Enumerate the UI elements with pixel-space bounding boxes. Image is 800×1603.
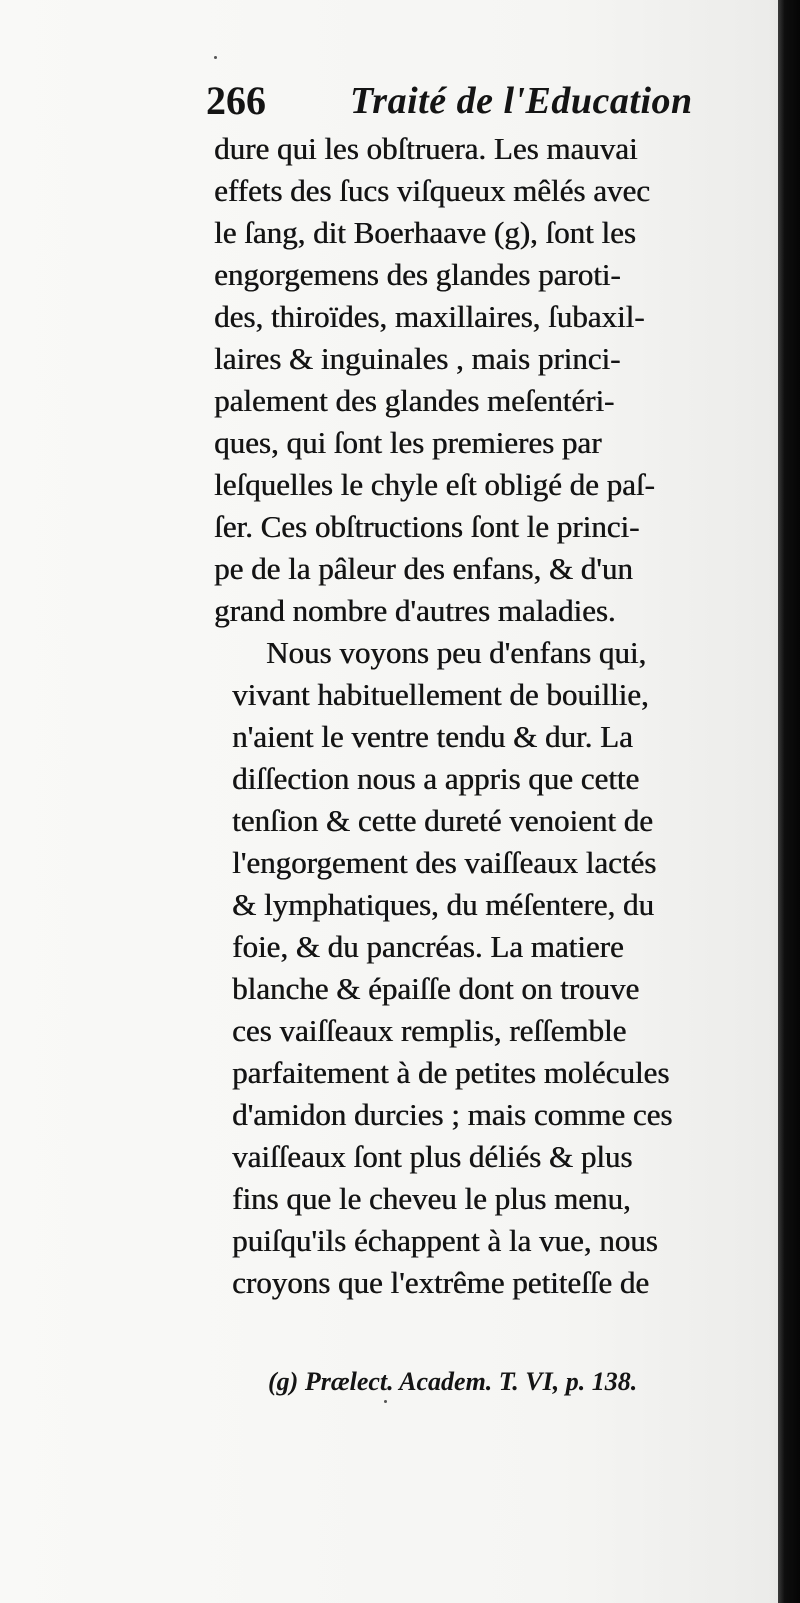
text-line: diſſection nous a appris que cette: [232, 761, 640, 796]
text-line: tenſion & cette dureté venoient de: [232, 803, 653, 838]
text-line: puiſqu'ils échappent à la vue, nous: [232, 1223, 658, 1258]
page-gutter-shadow: [778, 0, 800, 1603]
scan-speck: [214, 56, 217, 59]
paragraph-start-line: Nous voyons peu d'enfans qui,: [266, 635, 647, 670]
text-line: des, thiroïdes, maxillaires, ſubaxil-: [214, 299, 645, 334]
footnote: (g) Prælect. Academ. T. VI, p. 138.: [268, 1367, 638, 1396]
scan-speck: [384, 1400, 387, 1403]
text-line: ces vaiſſeaux remplis, reſſemble: [232, 1013, 627, 1048]
text-line: blanche & épaiſſe dont on trouve: [232, 971, 640, 1006]
text-line: vaiſſeaux ſont plus déliés & plus: [232, 1139, 633, 1174]
text-line: grand nombre d'autres maladies.: [214, 593, 616, 628]
text-line: fins que le cheveu le plus menu,: [232, 1181, 631, 1216]
text-line: dure qui les obſtruera. Les mauvai: [214, 131, 638, 166]
page-header: [206, 76, 766, 126]
text-line: le ſang, dit Boerhaave (g), ſont les: [214, 215, 636, 250]
text-line: d'amidon durcies ; mais comme ces: [232, 1097, 673, 1132]
text-line: croyons que l'extrême petiteſſe de: [232, 1265, 650, 1300]
text-line: vivant habituellement de bouillie,: [232, 677, 649, 712]
text-line: parfaitement à de petites molécules: [232, 1055, 670, 1090]
text-line: laires & inguinales , mais princi-: [214, 341, 621, 376]
text-line: l'engorgement des vaiſſeaux lactés: [232, 845, 657, 880]
text-line: leſquelles le chyle eſt obligé de paſ-: [214, 467, 655, 502]
text-line: ques, qui ſont les premieres par: [214, 425, 602, 460]
text-line: & lymphatiques, du méſentere, du: [232, 887, 654, 922]
page-number: 266: [206, 78, 266, 123]
text-line: effets des ſucs viſqueux mêlés avec: [214, 173, 650, 208]
text-line: foie, & du pancréas. La matiere: [232, 929, 624, 964]
body-text: [214, 128, 780, 1304]
text-line: ſer. Ces obſtructions ſont le princi-: [214, 509, 640, 544]
running-title: Traité de l'Education: [350, 80, 693, 122]
text-line: pe de la pâleur des enfans, & d'un: [214, 551, 633, 586]
text-line: engorgemens des glandes paroti-: [214, 257, 621, 292]
text-line: n'aient le ventre tendu & dur. La: [232, 719, 633, 754]
text-line: palement des glandes meſentéri-: [214, 383, 615, 418]
